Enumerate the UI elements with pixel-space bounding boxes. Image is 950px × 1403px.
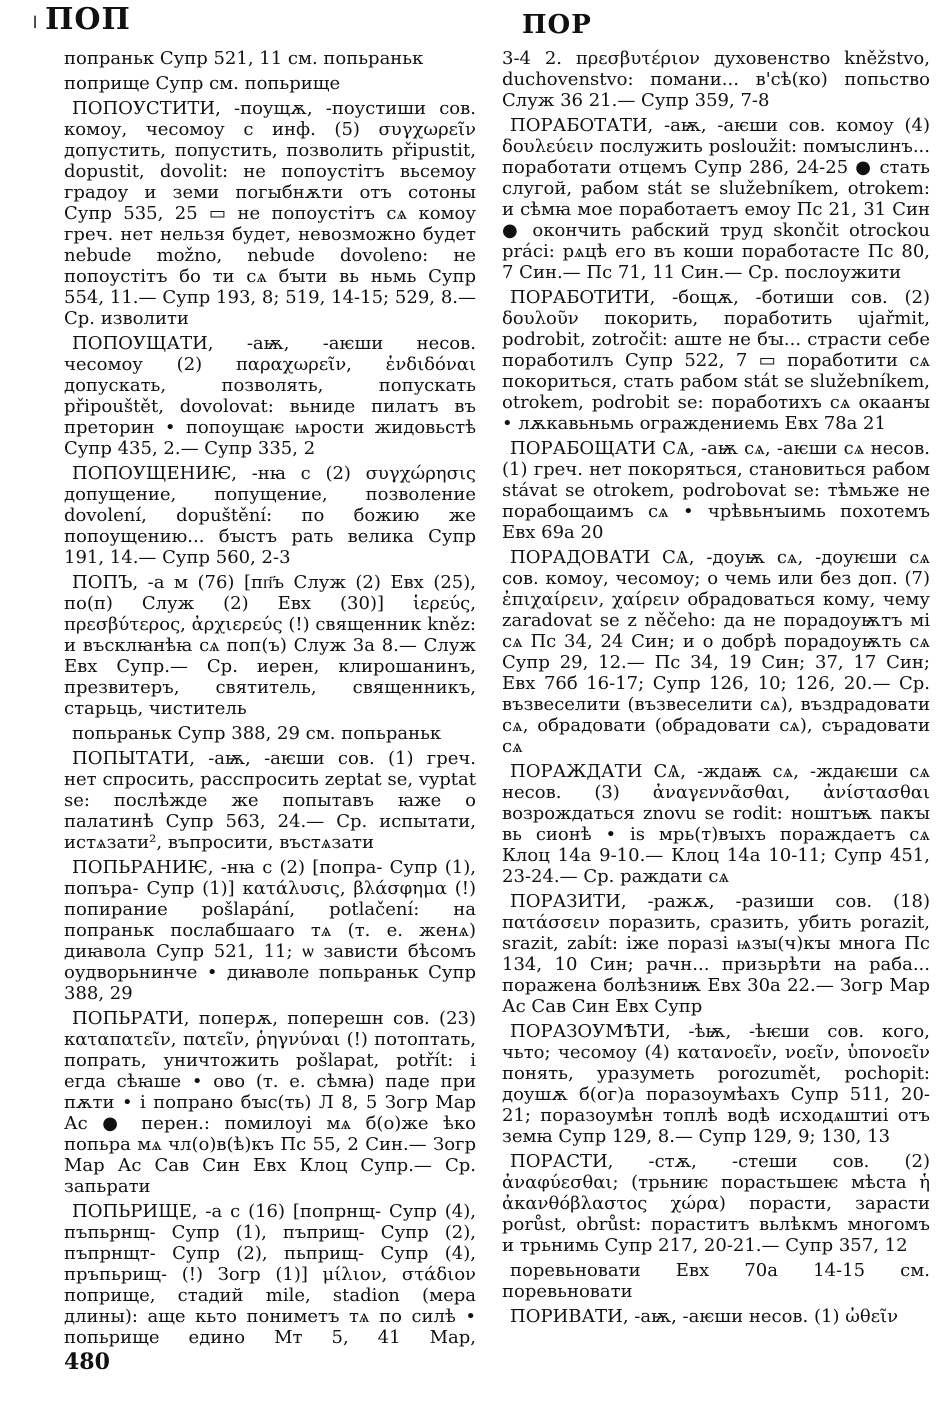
header-right-title: ПОР bbox=[522, 10, 592, 40]
entry: ПОРАБОТАТИ, -аѭ, -аѥши сов. комоу (4) δουλεύειν послужить posloužit: помꙑслинъ... поработати отцемъ Супр 286, 24-25 ● стать слугой, рабом stát se služebníkem, otrokem: и сѣмꙗ мое поработаетъ емоу Пс 21, 31 Син ● окончить рабский труд skončit otrockou práci: рѧцѣ его въ коши поработасте Пс 80, 7 Син.— Пс 71, 11 Син.— Ср. послоужити bbox=[502, 115, 930, 283]
entry: ПОРАДОВАТИ СѦ, -доуѭ сѧ, -доуѥши сѧ сов. комоу, чесомоу; о чемь или без доп. (7) ἐπιχαίρειν, χαίρειν обрадоваться кому, чему zaradovat se z něčeho: да не порадоуѭтъ мі сѧ Пс 34, 24 Син; и о добрѣ порадоуѭть сѧ Супр 29, 12.— Пс 34, 19 Син; 37, 17 Син; Евх 76б 16-17; Супр 126, 10; 126, 20.— Ср. възвеселити (възвеселити сѧ), въздрадовати сѧ, обрадовати (обрадовати сѧ), сърадовати сѧ bbox=[502, 547, 930, 757]
entry: 3-4 2. πρεσβυτέριον духовенство kněžstvo, duchovenstvo: помани... в'сѣ(ко) попьство Служ 36 21.— Супр 359, 7-8 bbox=[502, 48, 930, 111]
entry: ПОПЪ, -а м (76) [пп҃ъ Служ (2) Евх (25), по(п) Служ (2) Евх (30)] ἱερεύς, πρεσβύτερος, ἀρχιερεύς (!) священник kněz: и въсклꙗнѣꙗ сѧ поп(ъ) Служ 3а 8.— Служ Евх Супр.— Ср. иерен, клирошанинъ, презвитеръ, святитель, священникъ, старьць, чиститель bbox=[64, 572, 476, 719]
header-left-title: ❘ ПОП bbox=[30, 2, 131, 37]
entry: ПОРИВАТИ, -аѭ, -аѥши несов. (1) ὠθεῖν bbox=[510, 1306, 899, 1327]
entry: ПОПЫТАТИ, -аѭ, -аѥши сов. (1) греч. нет спросить, расспросить zeptat se, vyptat se: послѣжде же попытавъ ꙗже о палатинѣ Супр 563, 24.— Ср. испытати, истѧзати², въпросити, въстѧзати bbox=[64, 748, 476, 853]
entry: ПОРАБОТИТИ, -бощѫ, -ботиши сов. (2) δουλοῦν покорить, поработить ujařmit, podrobit, zotročit: аште не бꙑ... страсти себе поработилъ Супр 522, 7 ▭ поработити сѧ покориться, стать рабом stát se služebníkem, otrokem, podrobit se: поработихъ сѧ окаанꙑ • лѫкавьньмь ограждениемь Евх 78а 21 bbox=[502, 287, 930, 434]
entry: ПОПЬРАНИѤ, -нꙗ с (2) [попра- Супр (1), попъра- Супр (1)] κατάλυσις, βλάσφημα (!) попирание pošlapání, potlačení: на попраньк послабшааго тѧ (т. е. женѧ) диꙗвола Супр 521, 11; ѡ зависти бѣсомъ оудворьнинче • диꙗволе попьраньк Супр 388, 29 bbox=[64, 857, 476, 1004]
entry: ПОПЬРИЩЕ, -а с (16) [попрнщ- Супр (4), пъпьрнщ- Супр (1), пъприщ- Супр (2), пъпрнщт- Супр (2), пьприщ- Супр (4), пръпьрищ- (!) Зогр (1)] μίλιον, στάδιον поприще, стадий mile, stadion (мера длины): аще кьто пониметъ тѧ по силѣ • попьрище едино Мт 5, 41 Мар, bbox=[64, 1201, 476, 1348]
entry: поревьновати Евх 70а 14-15 см. поревьновати bbox=[502, 1260, 930, 1302]
left-column bbox=[64, 48, 476, 1348]
entry: ПОРАСТИ, -стѫ, -стеши сов. (2) ἀναφύεσθαι; (трьниѥ порастьшеѥ мѣста ἡ ἀκανθόβλαστος χώρα) порасти, зарасти porůst, obrůst: пораститъ вьлѣкмъ многомъ и трьнимь Супр 217, 20-21.— Супр 357, 12 bbox=[502, 1151, 930, 1256]
entry: ПОПОУСТИТИ, -поущѫ, -поустиши сов. комоу, чесомоу с инф. (5) συγχωρεῖν допустить, попустить, позволить připustit, dopustit, dovolit: не попоустітъ вьсемоу градоу и земи погыбнѫти отъ сотоны Супр 535, 25 ▭ не попоустітъ сѧ комоу греч. нет нельзя будет, невозможно будет nebude možno, nebude dovoleno: не попоустітъ бо ти сѧ бꙑти вь ньмь Супр 554, 11.— Супр 193, 8; 519, 14-15; 529, 8.— Ср. изволити bbox=[64, 98, 476, 329]
entry: ПОРАЗОУМѢТИ, -ѣѭ, -ѣѥши сов. кого, чьто; чесомоу (4) κατανοεῖν, νοεῖν, ὑπονοεῖν понять, уразуметь porozumět, pochopit: доушѫ б(ог)а поразоумѣахъ Супр 511, 20-21; поразоумѣн топлѣ водѣ исходѧштиі отъ земꙗ Супр 129, 8.— Супр 129, 9; 130, 13 bbox=[502, 1021, 930, 1147]
entry: попьраньк Супр 388, 29 см. попьраньк bbox=[72, 723, 442, 744]
entry: ПОРАБОЩАТИ СѦ, -аѭ сѧ, -аѥши сѧ несов. (1) греч. нет покоряться, становиться рабом stávat se otrokem, podrobovat se: тѣмьже не порабощаимъ сѧ • чрѣвьнꙑимь похотемъ Евх 69а 20 bbox=[502, 438, 930, 543]
entry: поприще Супр см. попьрище bbox=[64, 73, 341, 94]
thumb-mark-icon: ❘ bbox=[30, 14, 42, 28]
entry: попраньк Супр 521, 11 см. попьраньк bbox=[64, 48, 424, 69]
page-number: 480 bbox=[64, 1349, 110, 1375]
entry: ПОПЬРАТИ, поперѫ, поперешн сов. (23) καταπατεῖν, πατεῖν, ῥηγνύναι (!) потоптать, попрать, уничтожить pošlapat, potřít: і егда сѣꙗше • ово (т. е. сѣмꙗ) паде при пѫти • і попрано бꙑс(ть) Л 8, 5 Зогр Мар Ас ● перен.: помилоуі мѧ б(о)же ѣко попьра мѧ чл(о)в(ѣ)къ Пс 55, 2 Син.— Зогр Мар Ас Сав Син Евх Клоц Супр.— Ср. запьрати bbox=[64, 1008, 476, 1197]
entry: ПОРАЖДАТИ СѦ, -ждаѭ сѧ, -ждаѥши сѧ несов. (3) ἀναγεννᾶσθαι, ἀνίστασθαι возрождаться znovu se rodit: ноштъѭ пакꙑ вь сионѣ • іѕ мрь(т)вꙑхъ пораждаетъ сѧ Клоц 14а 9-10.— Клоц 14а 10-11; Супр 451, 23-24.— Ср. раждати сѧ bbox=[502, 761, 930, 887]
entry: ПОПОУЩЕНИѤ, -нꙗ с (2) συγχώρησις допущение, попущение, позволение dovolení, dopuštění: по божию же попоущению... бꙑстъ рать велика Супр 191, 14.— Супр 560, 2-3 bbox=[64, 463, 476, 568]
running-header bbox=[30, 2, 920, 42]
right-column bbox=[502, 48, 930, 1348]
entry: ПОПОУЩАТИ, -аѭ, -аѥши несов. чесомоу (2) παραχωρεῖν, ἐνδιδόναι допускать, позволять, попускать připouštět, dovolovat: вьниде пилатъ въ преторин • попоущаѥ ѩрости жидовьстѣ Супр 435, 2.— Супр 335, 2 bbox=[64, 333, 476, 459]
entry: ПОРАЗИТИ, -ражѫ, -разиши сов. (18) πατάσσειν поразить, сразить, убить porazit, srazit, zabít: іже поразі ѩзꙑ(ч)кꙑ многа Пс 134, 10 Син; рачн... призьрѣти на раба... поражена болѣзниѭ Евх 30а 22.— Зогр Мар Ас Сав Син Евх Супр bbox=[502, 891, 930, 1017]
